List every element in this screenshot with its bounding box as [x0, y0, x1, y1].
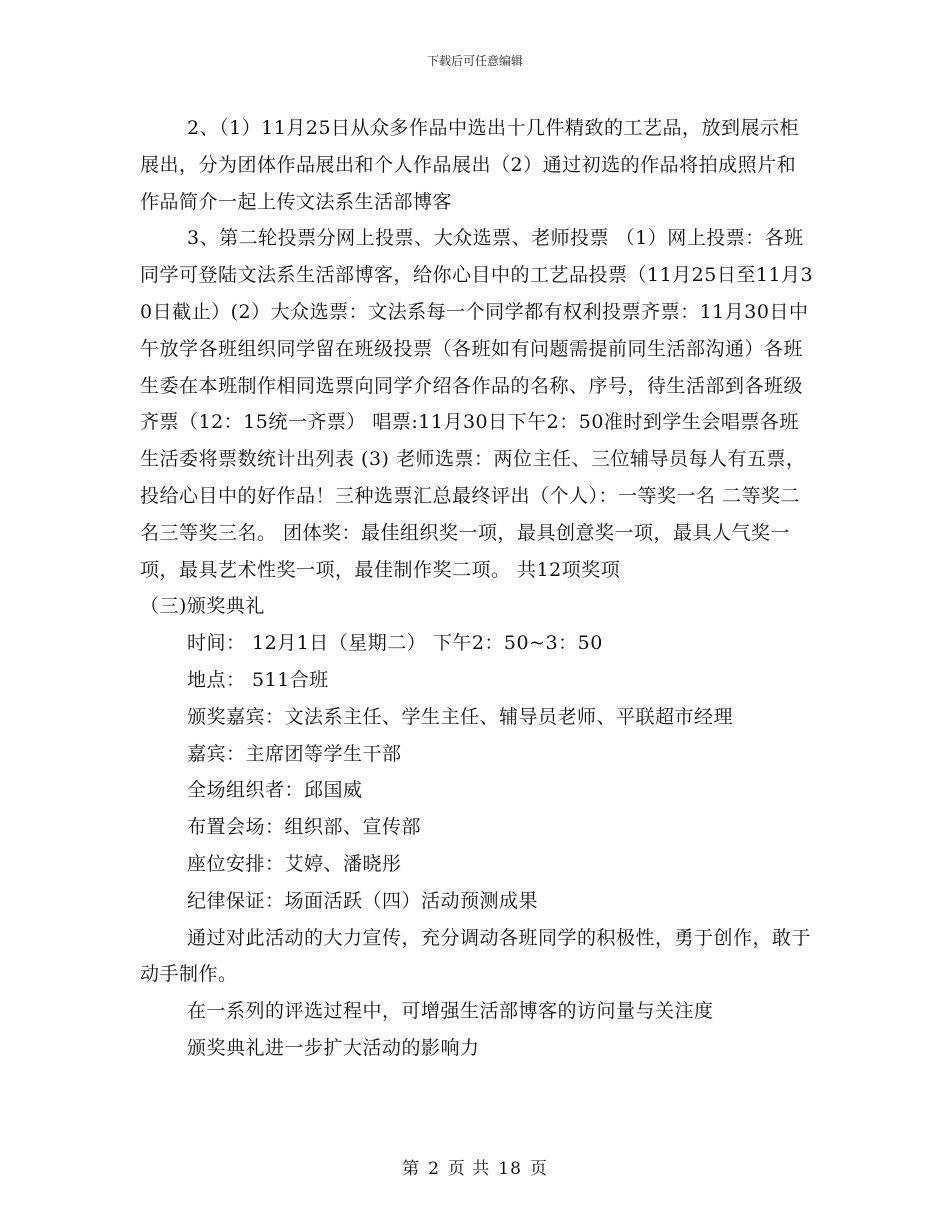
detail-venue-setup: 布置会场：组织部、宣传部 — [187, 816, 422, 839]
detail-organizer: 全场组织者：邱国威 — [187, 779, 363, 802]
detail-time: 时间： 12月1日（星期二） 下午2：50~3：50 — [187, 632, 603, 655]
footer-total-pages: 18 — [498, 1159, 522, 1179]
footer-suffix: 页 — [529, 1159, 548, 1179]
detail-award-guests: 颁奖嘉宾：文法系主任、学生主任、辅导员老师、平联超市经理 — [187, 705, 734, 728]
detail-place: 地点： 511合班 — [187, 668, 329, 691]
footer-current-page: 2 — [428, 1159, 440, 1179]
detail-discipline: 纪律保证：场面活跃（四）活动预测成果 — [187, 889, 539, 912]
detail-guests: 嘉宾：主席团等学生干部 — [187, 742, 402, 765]
outcome-influence: 颁奖典礼进一步扩大活动的影响力 — [187, 1036, 480, 1059]
page-footer — [0, 1154, 950, 1179]
detail-seating: 座位安排：艾婷、潘晓彤 — [187, 852, 402, 875]
outcome-promotion: 通过对此活动的大力宣传，充分调动各班同学的积极性，勇于创作，敢于动手制作。 — [140, 926, 812, 986]
paragraph-exhibition: 2、（1）11月25日从众多作品中选出十几件精致的工艺品，放到展示柜展出，分为团体作品展出和个人作品展出（2）通过初选的作品将拍成照片和作品简介一起上传文法系生活部博客 — [140, 117, 800, 213]
outcome-blog-traffic: 在一系列的评选过程中，可增强生活部博客的访问量与关注度 — [187, 1000, 714, 1023]
section-title-award-ceremony: （三)颁奖典礼 — [140, 595, 265, 618]
paragraph-voting: 3、第二轮投票分网上投票、大众选票、老师投票 （1）网上投票：各班同学可登陆文法系生活部博客，给你心目中的工艺品投票（11月25日至11月30日截止）(2）大众选票：文法系每一个同学都有权利投票齐票：11月30日中午放学各班组织同学留在班级投票（各班如有问题需提前同生活部沟通）各班生委在本班制作相同选票向同学介绍各作品的名称、序号，待生活部到各班级齐票（12：15统一齐票） 唱票:11月30日下午2：50准时到学生会唱票各班生活委将票数统计出列表 (3) 老师选票：两位主任、三位辅导员每人有五票，投给心目中的好作品！三种选票汇总最终评出（个人）：一等奖一名 二等奖二名三等奖三名。 团体奖：最佳组织奖一项，最具创意奖一项，最具人气奖一项，最具艺术性奖一项，最佳制作奖二项。 共12项奖项 — [140, 227, 814, 581]
document-body — [140, 110, 815, 1067]
footer-mid: 页 共 — [447, 1159, 491, 1179]
footer-prefix: 第 — [402, 1159, 421, 1179]
page-header: 下载后可任意编辑 — [426, 54, 523, 68]
